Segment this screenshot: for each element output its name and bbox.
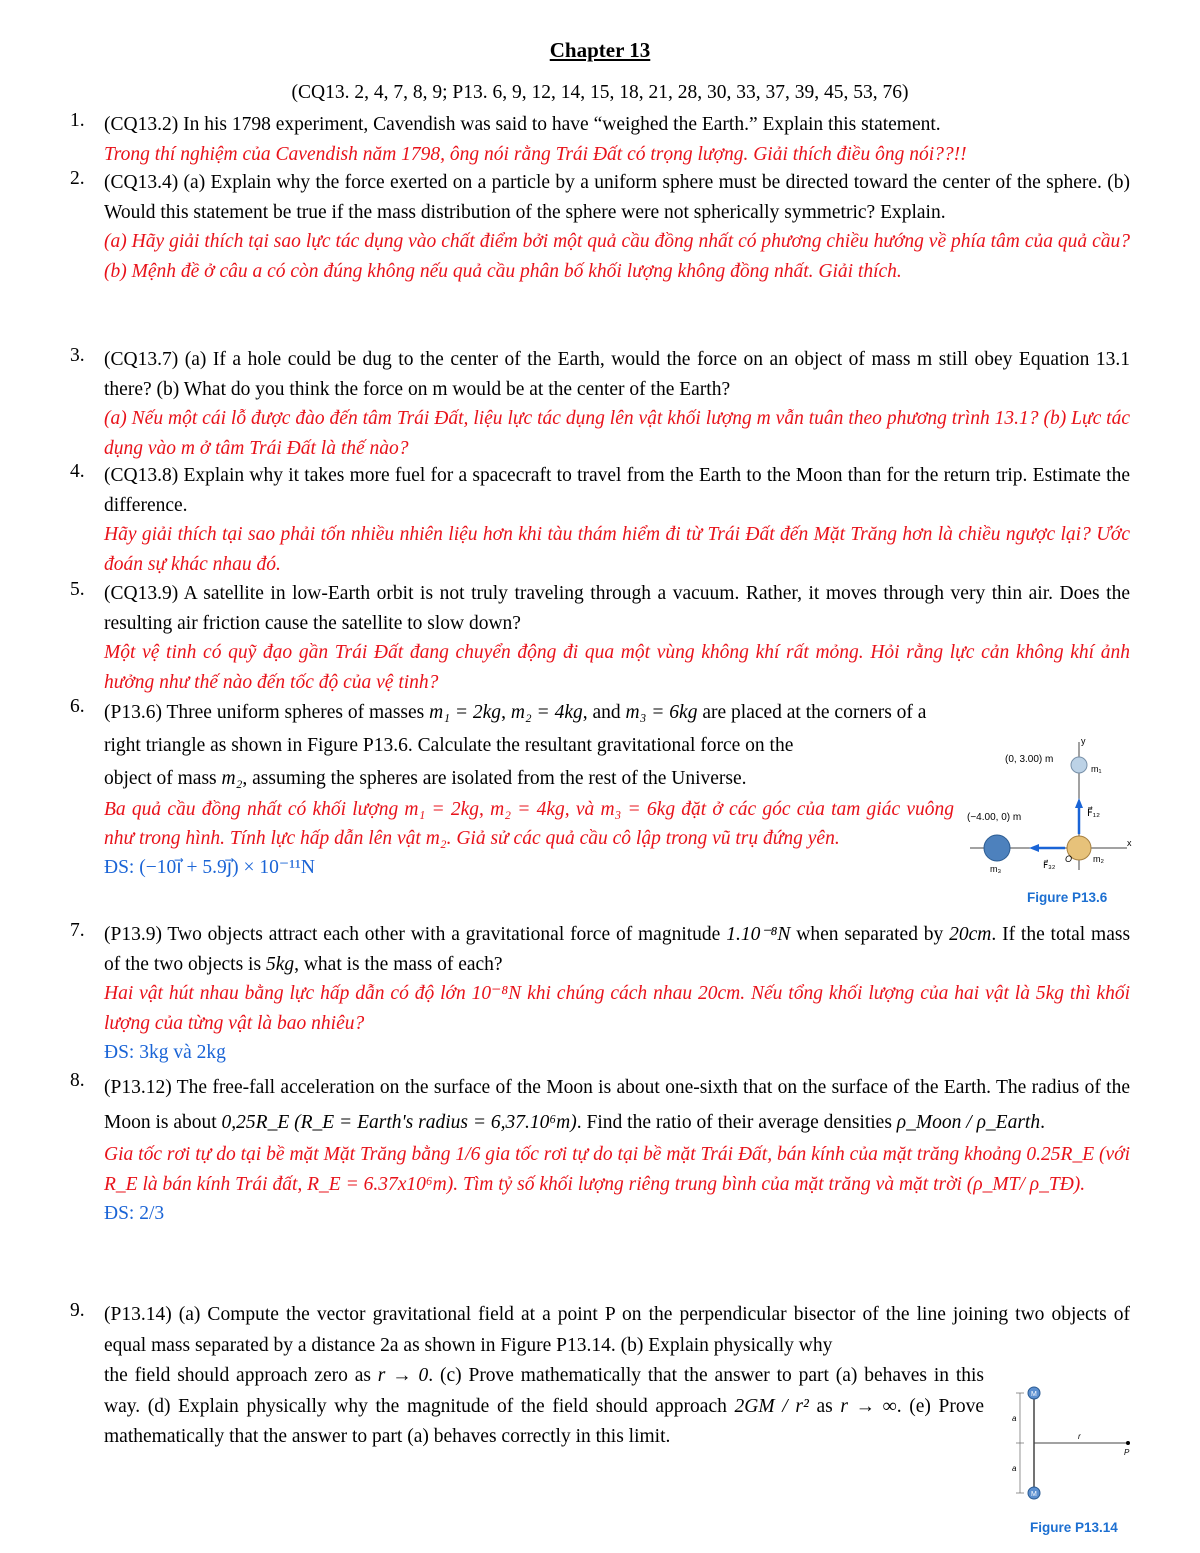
question-5	[70, 579, 1130, 697]
problem-list: (CQ13. 2, 4, 7, 8, 9; P13. 6, 9, 12, 14, 15, 18, 21, 28, 30, 33, 37, 39, 45, 53, 76)	[291, 82, 909, 103]
question-number: 6.	[70, 696, 85, 717]
question-text-en: (CQ13.4) (a) Explain why the force exerted on a particle by a uniform sphere must be directed toward the center of the sphere. (b) Would this statement be true if the mass distribution of the sphere were not spherically symmetric? Explain.	[104, 172, 1130, 223]
moon-radius: 0,25R_E (R_E = Earth's radius = 6,37.10⁶m)	[221, 1112, 577, 1133]
page-title: Chapter 13	[549, 38, 651, 62]
figure-p13-6-drawing	[955, 730, 1135, 912]
label-r: r	[1078, 1432, 1081, 1441]
question-text-en: (CQ13.8) Explain why it takes more fuel for a spacecraft to travel from the Earth to the Moon than for the return trip. Estimate the difference.	[104, 465, 1130, 516]
question-number: 5.	[70, 579, 85, 600]
question-4	[70, 461, 1130, 579]
question-number: 9.	[70, 1300, 85, 1321]
distance-value: 20cm	[949, 924, 992, 945]
figure-p13-6	[955, 730, 1135, 912]
mass-m2: m₂	[221, 768, 243, 789]
figure-p13-14	[1000, 1385, 1135, 1540]
question-6: 6. (P13.6) Three uniform spheres of masses m₁ = 2kg, m₂ = 4kg, and m₃ = 6kg are placed at the corners of a right triangle as shown in Figure P13.6. Calculate the resultant gravitational force on the object of mass m₂, assuming the spheres are isolated from the rest of the Universe. Ba quả cầu đồng nhất có khối lượng m₁ = 2kg, m₂ = 4kg, và m₃ = 6kg đặt ở các góc của tam giác vuông như trong hình. Tính lực hấp dẫn lên vật m₂. Giả sử các quả cầu cô lập trong vũ trụ đứng yên. ĐS: (−10i⃗ + 5.9j⃗) × 10⁻¹¹N	[70, 696, 1130, 883]
question-3	[70, 345, 1130, 463]
question-text-vi: Gia tốc rơi tự do tại bề mặt Mặt Trăng bằng 1/6 gia tốc rơi tự do tại bề mặt Trái Đất, bán kính của mặt trăng khoảng 0.25R_E (với R_E là bán kính Trái đất, R_E = 6.37x10⁶m). Tìm tỷ số khối lượng riêng trung bình của mặt trăng và mặt trời (ρ_MT/ ρ_TĐ).	[104, 1144, 1130, 1195]
answer: ĐS: 3kg và 2kg	[104, 1042, 226, 1063]
limit-infinity: r → ∞	[840, 1395, 897, 1417]
question-text-en: (P13.6) Three uniform spheres of masses m₁ = 2kg, m₂ = 4kg, and m₃ = 6kg are placed at the corners of a	[104, 702, 927, 723]
axis-x-label: x	[1127, 838, 1132, 848]
question-7	[70, 920, 1130, 1068]
question-number: 1.	[70, 110, 85, 131]
label-m-top: M	[1031, 1391, 1037, 1398]
question-number: 4.	[70, 461, 85, 482]
label-f12: F⃗₁₂	[1087, 808, 1101, 819]
label-m1: m₁	[1091, 764, 1102, 774]
label-a-top: a	[1012, 1414, 1017, 1423]
question-text-vi: (a) Nếu một cái lỗ được đào đến tâm Trái Đất, liệu lực tác dụng lên vật khối lượng m vẫn tuân theo phương trình 13.1? (b) Lực tác dụng vào m ở tâm Trái Đất là thế nào?	[104, 408, 1130, 459]
limit-zero: r → 0	[377, 1365, 429, 1386]
force-value: 1.10⁻⁸N	[726, 924, 791, 945]
question-text-vi: Trong thí nghiệm của Cavendish năm 1798, ông nói rằng Trái Đất có trọng lượng. Giải thích điều ông nói??!!	[104, 143, 967, 165]
point-label-m3: (−4.00, 0) m	[967, 812, 1022, 823]
figure-p13-14-drawing	[1000, 1385, 1135, 1515]
question-text-vi: (a) Hãy giải thích tại sao lực tác dụng vào chất điểm bởi một quả cầu đồng nhất có phương chiều hướng về phía tâm của quả cầu? (b) Mệnh đề ở câu a có còn đúng không nếu quả cầu phân bố khối lượng không đồng nhất. Giải thích.	[104, 231, 1130, 282]
label-p: P	[1124, 1448, 1130, 1457]
question-text-en: (P13.14) (a) Compute the vector gravitational field at a point P on the perpendicular bisector of the line joining two objects of equal mass separated by a distance 2a as shown in Figure P13.14. (b) Explain physically why	[104, 1304, 1130, 1356]
label-origin: O	[1065, 854, 1073, 864]
question-text-vi: Hai vật hút nhau bằng lực hấp dẫn có độ lớn 10⁻⁸N khi chúng cách nhau 20cm. Nếu tổng khối lượng của hai vật là 5kg thì khối lượng của từng vật là bao nhiêu?	[104, 983, 1130, 1034]
axis-y-label: y	[1081, 736, 1086, 746]
label-m3: m₃	[990, 864, 1002, 874]
answer: ĐS: 2/3	[104, 1203, 165, 1224]
mass-m3: m₃ = 6kg	[625, 702, 698, 723]
label-m-bottom: M	[1031, 1491, 1037, 1498]
question-1	[70, 110, 1130, 169]
question-text-en: (CQ13.7) (a) If a hole could be dug to the center of the Earth, would the force on an object of mass m still obey Equation 13.1 there? (b) What do you think the force on m would be at the center of the Earth?	[104, 349, 1130, 400]
question-9: 9. (P13.14) (a) Compute the vector gravitational field at a point P on the perpendicular bisector of the line joining two objects of equal mass separated by a distance 2a as shown in Figure P13.14. (b) Explain physically why the field should approach zero as r → 0. (c) Prove mathematically that the answer to part (a) behaves in this way. (d) Explain physically why the magnitude of the field should approach 2GM / r² as r → ∞. (e) Prove mathematically that the answer to part (a) behaves correctly in this limit.	[70, 1300, 1130, 1447]
sphere-m3	[984, 835, 1010, 861]
question-2	[70, 168, 1130, 286]
answer: ĐS: (−10i⃗ + 5.9j⃗) × 10⁻¹¹N	[104, 857, 315, 878]
question-number: 3.	[70, 345, 85, 366]
field-limit-expression: 2GM / r²	[734, 1395, 809, 1417]
density-ratio: ρ_Moon / ρ_Earth	[896, 1112, 1041, 1133]
total-mass-value: 5kg	[265, 953, 295, 975]
label-m2: m₂	[1093, 854, 1104, 864]
label-f32: F⃗₃₂	[1043, 860, 1056, 870]
question-number: 2.	[70, 168, 85, 189]
sphere-m1	[1071, 757, 1087, 773]
question-text-en: (P13.12) The free-fall acceleration on the surface of the Moon is about one-sixth that on the surface of the Earth. The radius of the Moon is about 0,25R_E (R_E = Earth's radius = 6,37.10⁶m). Find the ratio of their average densities ρ_Moon / ρ_Earth.	[104, 1077, 1130, 1133]
question-text-en: (P13.9) Two objects attract each other with a gravitational force of magnitude 1.10⁻⁸N when separated by 20cm. If the total mass of the two objects is 5kg, what is the mass of each?	[104, 924, 1131, 975]
point-label-m1: (0, 3.00) m	[1005, 754, 1054, 765]
question-text-vi: Một vệ tinh có quỹ đạo gần Trái Đất đang chuyển động đi qua một vùng không khí rất mỏng. Hỏi rằng lực cản không khí ảnh hưởng như thế nào đến tốc độ của vệ tinh?	[104, 642, 1130, 693]
question-text-en: (CQ13.9) A satellite in low-Earth orbit is not truly traveling through a vacuum. Rather, it moves through very thin air. Does the resulting air friction cause the satellite to slow down?	[104, 583, 1130, 634]
question-text-vi: Hãy giải thích tại sao phải tốn nhiều nhiên liệu hơn khi tàu thám hiểm đi từ Trái Đất đến Mặt Trăng hơn là chiều ngược lại? Ước đoán sự khác nhau đó.	[104, 524, 1130, 575]
figure-caption: Figure P13.6	[1027, 890, 1108, 905]
question-number: 7.	[70, 920, 85, 941]
figure-caption: Figure P13.14	[1030, 1520, 1118, 1535]
mass-m1: m₁ = 2kg	[429, 702, 502, 723]
label-a-bottom: a	[1012, 1464, 1017, 1473]
question-text-en: (CQ13.2) In his 1798 experiment, Cavendish was said to have “weighed the Earth.” Explain this statement.	[104, 114, 941, 135]
question-text-vi: Ba quả cầu đồng nhất có khối lượng m₁ = 2kg, m₂ = 4kg, và m₃ = 6kg đặt ở các góc của tam giác vuông như trong hình. Tính lực hấp dẫn lên vật m₂. Giả sử các quả cầu cô lập trong vũ trụ đứng yên.	[104, 799, 954, 849]
question-8	[70, 1070, 1130, 1228]
mass-m2: m₂ = 4kg	[510, 702, 583, 723]
question-number: 8.	[70, 1070, 85, 1091]
